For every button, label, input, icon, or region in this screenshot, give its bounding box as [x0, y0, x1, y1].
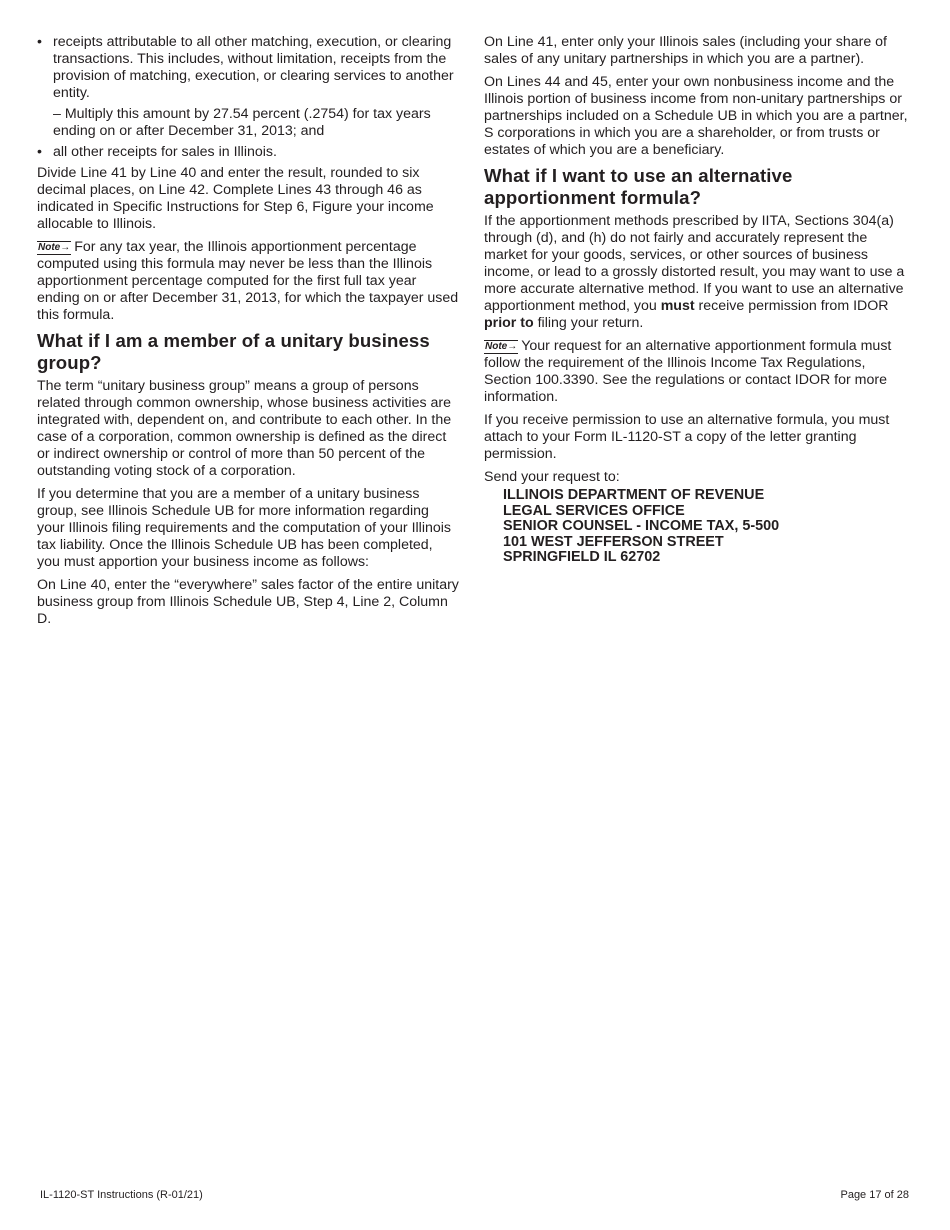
address-line: 101 WEST JEFFERSON STREET — [503, 533, 724, 550]
bullet-text: receipts attributable to all other matching, execution, or clearing transactions. This includes, without limitation, receipts from the provision of matching, execution, or clearing services to another entity. — [53, 34, 454, 101]
address-line: ILLINOIS DEPARTMENT OF REVENUE — [503, 487, 765, 503]
heading-unitary: What if I am a member of a unitary business group? — [37, 330, 430, 373]
note-icon: Note→ — [38, 242, 71, 253]
bullet-text: all other receipts for sales in Illinois. — [53, 144, 277, 160]
permission-paragraph: If you receive permission to use an alternative formula, you must attach to your Form IL-1120-ST a copy of the letter granting permission. — [484, 412, 890, 462]
multiply-instruction: – Multiply this amount by 27.54 percent (.2754) for tax years ending on or after December 31, 2013; and — [53, 106, 431, 139]
divide-instruction: Divide Line 41 by Line 40 and enter the result, rounded to six decimal places, on Line 42. Complete Lines 43 through 46 as indicated in Specific Instructions for Step 6, Figure your income allocable to Illinois. — [37, 165, 434, 232]
note-label: Note — [485, 341, 508, 352]
note-paragraph — [37, 239, 459, 324]
note-label: Note — [38, 242, 61, 253]
unitary-determine: If you determine that you are a member of a unitary business group, see Illinois Schedule UB for more information regarding your Illinois filing requirements and the computation of your Illinois tax liability. Once the Illinois Schedule UB has been completed, you must apportion your business income as follows: — [37, 486, 452, 570]
alt-text-must: must — [660, 298, 695, 314]
alt-text-c: filing your return. — [537, 315, 644, 331]
alt-text-prior: prior to — [484, 315, 534, 331]
right-column — [484, 34, 912, 566]
line40-instruction: On Line 40, enter the “everywhere” sales factor of the entire unitary business group from Illinois Schedule UB, Step 4, Line 2, Column D. — [37, 577, 459, 627]
page-number: Page 17 of 28 — [840, 1189, 909, 1201]
left-column — [37, 34, 459, 634]
send-request-label: Send your request to: — [484, 469, 620, 485]
note-icon: Note→ — [485, 341, 518, 352]
list-item — [37, 144, 459, 161]
address-line: SPRINGFIELD IL 62702 — [503, 549, 661, 566]
note-text: For any tax year, the Illinois apportionment percentage computed using this formula may never be less than the Illinois apportionment percentage computed for the first full tax year ending on or after December 31, 2013, for which the taxpayer used this formula. — [37, 239, 459, 323]
address-line: SENIOR COUNSEL - INCOME TAX, 5-500 — [503, 518, 780, 535]
alternative-paragraph — [484, 213, 912, 332]
mailing-address — [484, 488, 912, 566]
lines4445-instruction: On Lines 44 and 45, enter your own nonbusiness income and the Illinois portion of business income from non-unitary partnerships or partnerships included on a Schedule UB in which you are a partner, S corporations in which you are a shareholder, or from trusts or estates of which you are a beneficiary. — [484, 74, 908, 158]
receipts-list — [37, 34, 459, 161]
unitary-definition: The term “unitary business group” means a group of persons related through common ownership, whose business activities are integrated with, dependent on, and contribute to each other. In the case of a corporation, common ownership is defined as the direct or indirect ownership or control of more than 50 percent of the outstanding voting stock of a corporation. — [37, 378, 452, 479]
note-text: Your request for an alternative apportionment formula must follow the requirement of the Illinois Income Tax Regulations, Section 100.3390. See the regulations or contact IDOR for more information. — [484, 338, 892, 405]
line41-instruction: On Line 41, enter only your Illinois sales (including your share of sales of any unitary partnerships in which you are a partner). — [484, 34, 887, 67]
form-identifier: IL-1120-ST Instructions (R-01/21) — [40, 1189, 203, 1201]
alt-text-b: receive permission from IDOR — [698, 298, 889, 314]
list-item — [37, 34, 459, 140]
note-paragraph — [484, 338, 912, 406]
address-line: LEGAL SERVICES OFFICE — [503, 502, 685, 519]
alt-text-a: If the apportionment methods prescribed by IITA, Sections 304(a) through (d), and (h) do not fairly and accurately represent the market for your goods, services, or other sources of business income, or lead to a grossly distorted result, you may want to use a more accurate alternative method. If you want to use an alternative apportionment method, you — [484, 213, 905, 314]
heading-alternative: What if I want to use an alternative apportionment formula? — [484, 165, 793, 208]
